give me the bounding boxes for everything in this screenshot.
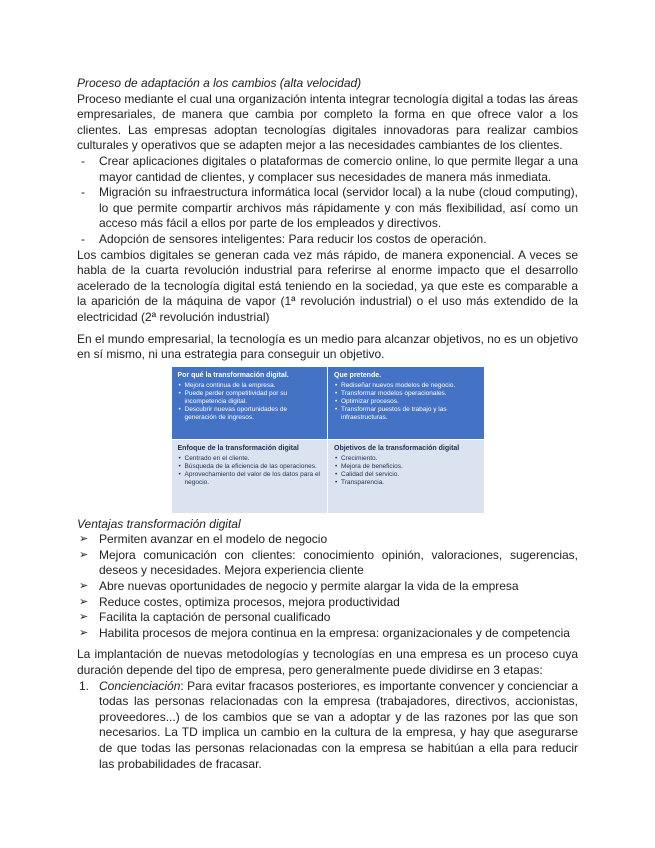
- dash-marker: -: [81, 153, 85, 168]
- figure-item: • Crecimiento.: [334, 455, 478, 463]
- figure-cell-title: Que pretende.: [334, 371, 382, 379]
- figure-cell-why: [172, 367, 328, 440]
- list-item: ➢ Habilita procesos de mejora continua en la empresa: organizacionales y de competencia: [79, 625, 570, 640]
- arrow-bullet-icon: ➢: [79, 626, 89, 639]
- arrow-bullet-icon: ➢: [79, 580, 89, 593]
- figure-cell-focus: [172, 440, 328, 513]
- figure-item: • Descubrir nuevas oportunidades de generación de ingresos.: [178, 406, 322, 422]
- dash-list: [77, 154, 578, 248]
- figure-item: • Mejora continua de la empresa.: [178, 382, 322, 390]
- figure-item: • Transformar puestos de trabajo y las infraestructuras.: [334, 406, 478, 422]
- figure-cell-title: Objetivos de la transformación digital: [334, 445, 460, 453]
- list-item: - Crear aplicaciones digitales o plataformas de comercio online, lo que permite llegar a una mayor cantidad de clientes, y complacer sus necesidades de manera más inmediata.: [81, 153, 578, 184]
- figure-item: • Optimizar procesos.: [334, 398, 478, 406]
- arrow-bullet-icon: ➢: [79, 611, 89, 624]
- list-item: ➢ Facilita la captación de personal cualificado: [79, 610, 331, 625]
- list-item: - Migración su infraestructura informática local (servidor local) a la nube (cloud computing), lo que permite compartir archivos más rápidamente y con más flexibilidad, así como un acceso más fácil a ellos por parte de los empleados y directivos.: [81, 185, 578, 231]
- figure-item: • Centrado en el cliente.: [178, 455, 322, 463]
- step-number: 1.: [79, 678, 90, 693]
- figure-item: • Mejora de beneficios.: [334, 463, 478, 471]
- figure-item: • Rediseñar nuevos modelos de negocio.: [334, 382, 478, 390]
- list-item: - Adopción de sensores inteligentes: Para reducir los costos de operación.: [81, 231, 487, 246]
- list-item: ➢ Mejora comunicación con clientes: conocimiento opinión, valoraciones, sugerencias, deseos y necesidades. Mejora experiencia cliente: [79, 547, 578, 578]
- technology-paragraph: En el mundo empresarial, la tecnología es un medio para alcanzar objetivos, no es un objetivo en sí mismo, ni una estrategia para conseguir un objetivo.: [77, 331, 578, 362]
- figure-item: • Búsqueda de la eficiencia de las operaciones.: [178, 463, 322, 471]
- list-item: ➢ Abre nuevas oportunidades de negocio y permite alargar la vida de la empresa: [79, 579, 519, 594]
- stages-intro-paragraph: La implantación de nuevas metodologías y tecnologías en una empresa es un proceso cuya duración depende del tipo de empresa, pero generalmente puede dividirse en 3 etapas:: [77, 647, 578, 678]
- section-heading-adaptation: Proceso de adaptación a los cambios (alta velocidad): [77, 76, 362, 90]
- figure-item: • Calidad del servicio.: [334, 471, 478, 479]
- figure-cell-title: Por qué la transformación digital.: [177, 371, 289, 379]
- arrow-bullet-icon: ➢: [79, 548, 89, 561]
- list-item: ➢ Permiten avanzar en el modelo de negocio: [79, 532, 328, 547]
- figure-item: • Aprovechamiento del valor de los datos para el negocio.: [178, 471, 322, 487]
- stages-list: [77, 679, 578, 773]
- transformation-figure: [172, 367, 484, 513]
- figure-cell-title: Enfoque de la transformación digital: [177, 445, 299, 453]
- figure-item: • Puede perder competitividad por su incompetencia digital.: [178, 390, 322, 406]
- revolution-paragraph: Los cambios digitales se generan cada vez más rápido, de manera exponencial. A veces se habla de la cuarta revolución industrial para referirse al enorme impacto que el desarrollo acelerado de la tecnología digital está teniendo en la sociedad, ya que este es comparable a la aparición de la máquina de vapor (1ª revolución industrial) o el uso más extendido de la electricidad (2ª revolución industrial): [77, 247, 578, 324]
- list-item: [77, 679, 578, 773]
- list-item: ➢ Reduce costes, optimiza procesos, mejora productividad: [79, 594, 400, 609]
- intro-paragraph: Proceso mediante el cual una organización intenta integrar tecnología digital a todas las áreas empresariales, de manera que cambia por completo la forma en que ofrece valor a los clientes. Las empresas adoptan tecnologías digitales innovadoras para realizar cambios culturales y operativos que se adapten mejor a las necesidades cambiantes de los clientes.: [77, 91, 578, 153]
- figure-item: • Transparencia.: [334, 479, 478, 487]
- dash-marker: -: [81, 185, 85, 200]
- step-term: Concienciación: [99, 678, 181, 693]
- advantages-list: [77, 532, 578, 641]
- section-heading-advantages: Ventajas transformación digital: [77, 516, 241, 531]
- figure-cell-aims: [328, 367, 484, 440]
- arrow-bullet-icon: ➢: [79, 533, 89, 546]
- arrow-bullet-icon: ➢: [79, 595, 89, 608]
- dash-marker: -: [81, 231, 85, 246]
- figure-item: • Transformar modelos operacionales.: [334, 390, 478, 398]
- step-text: : Para evitar fracasos posteriores, es importante convencer y concienciar a todas las personas relacionadas con la empresa (trabajadores, directivos, accionistas, proveedores...) de los cambios que se van a adoptar y de las razones por las que son necesarios. La TD implica un cambio en la cultura de la empresa, y hay que asegurarse de que todas las personas relacionadas con la empresa se habitúan a ella para reducir las probabilidades de fracasar.: [99, 678, 578, 771]
- figure-cell-objectives: [328, 440, 484, 513]
